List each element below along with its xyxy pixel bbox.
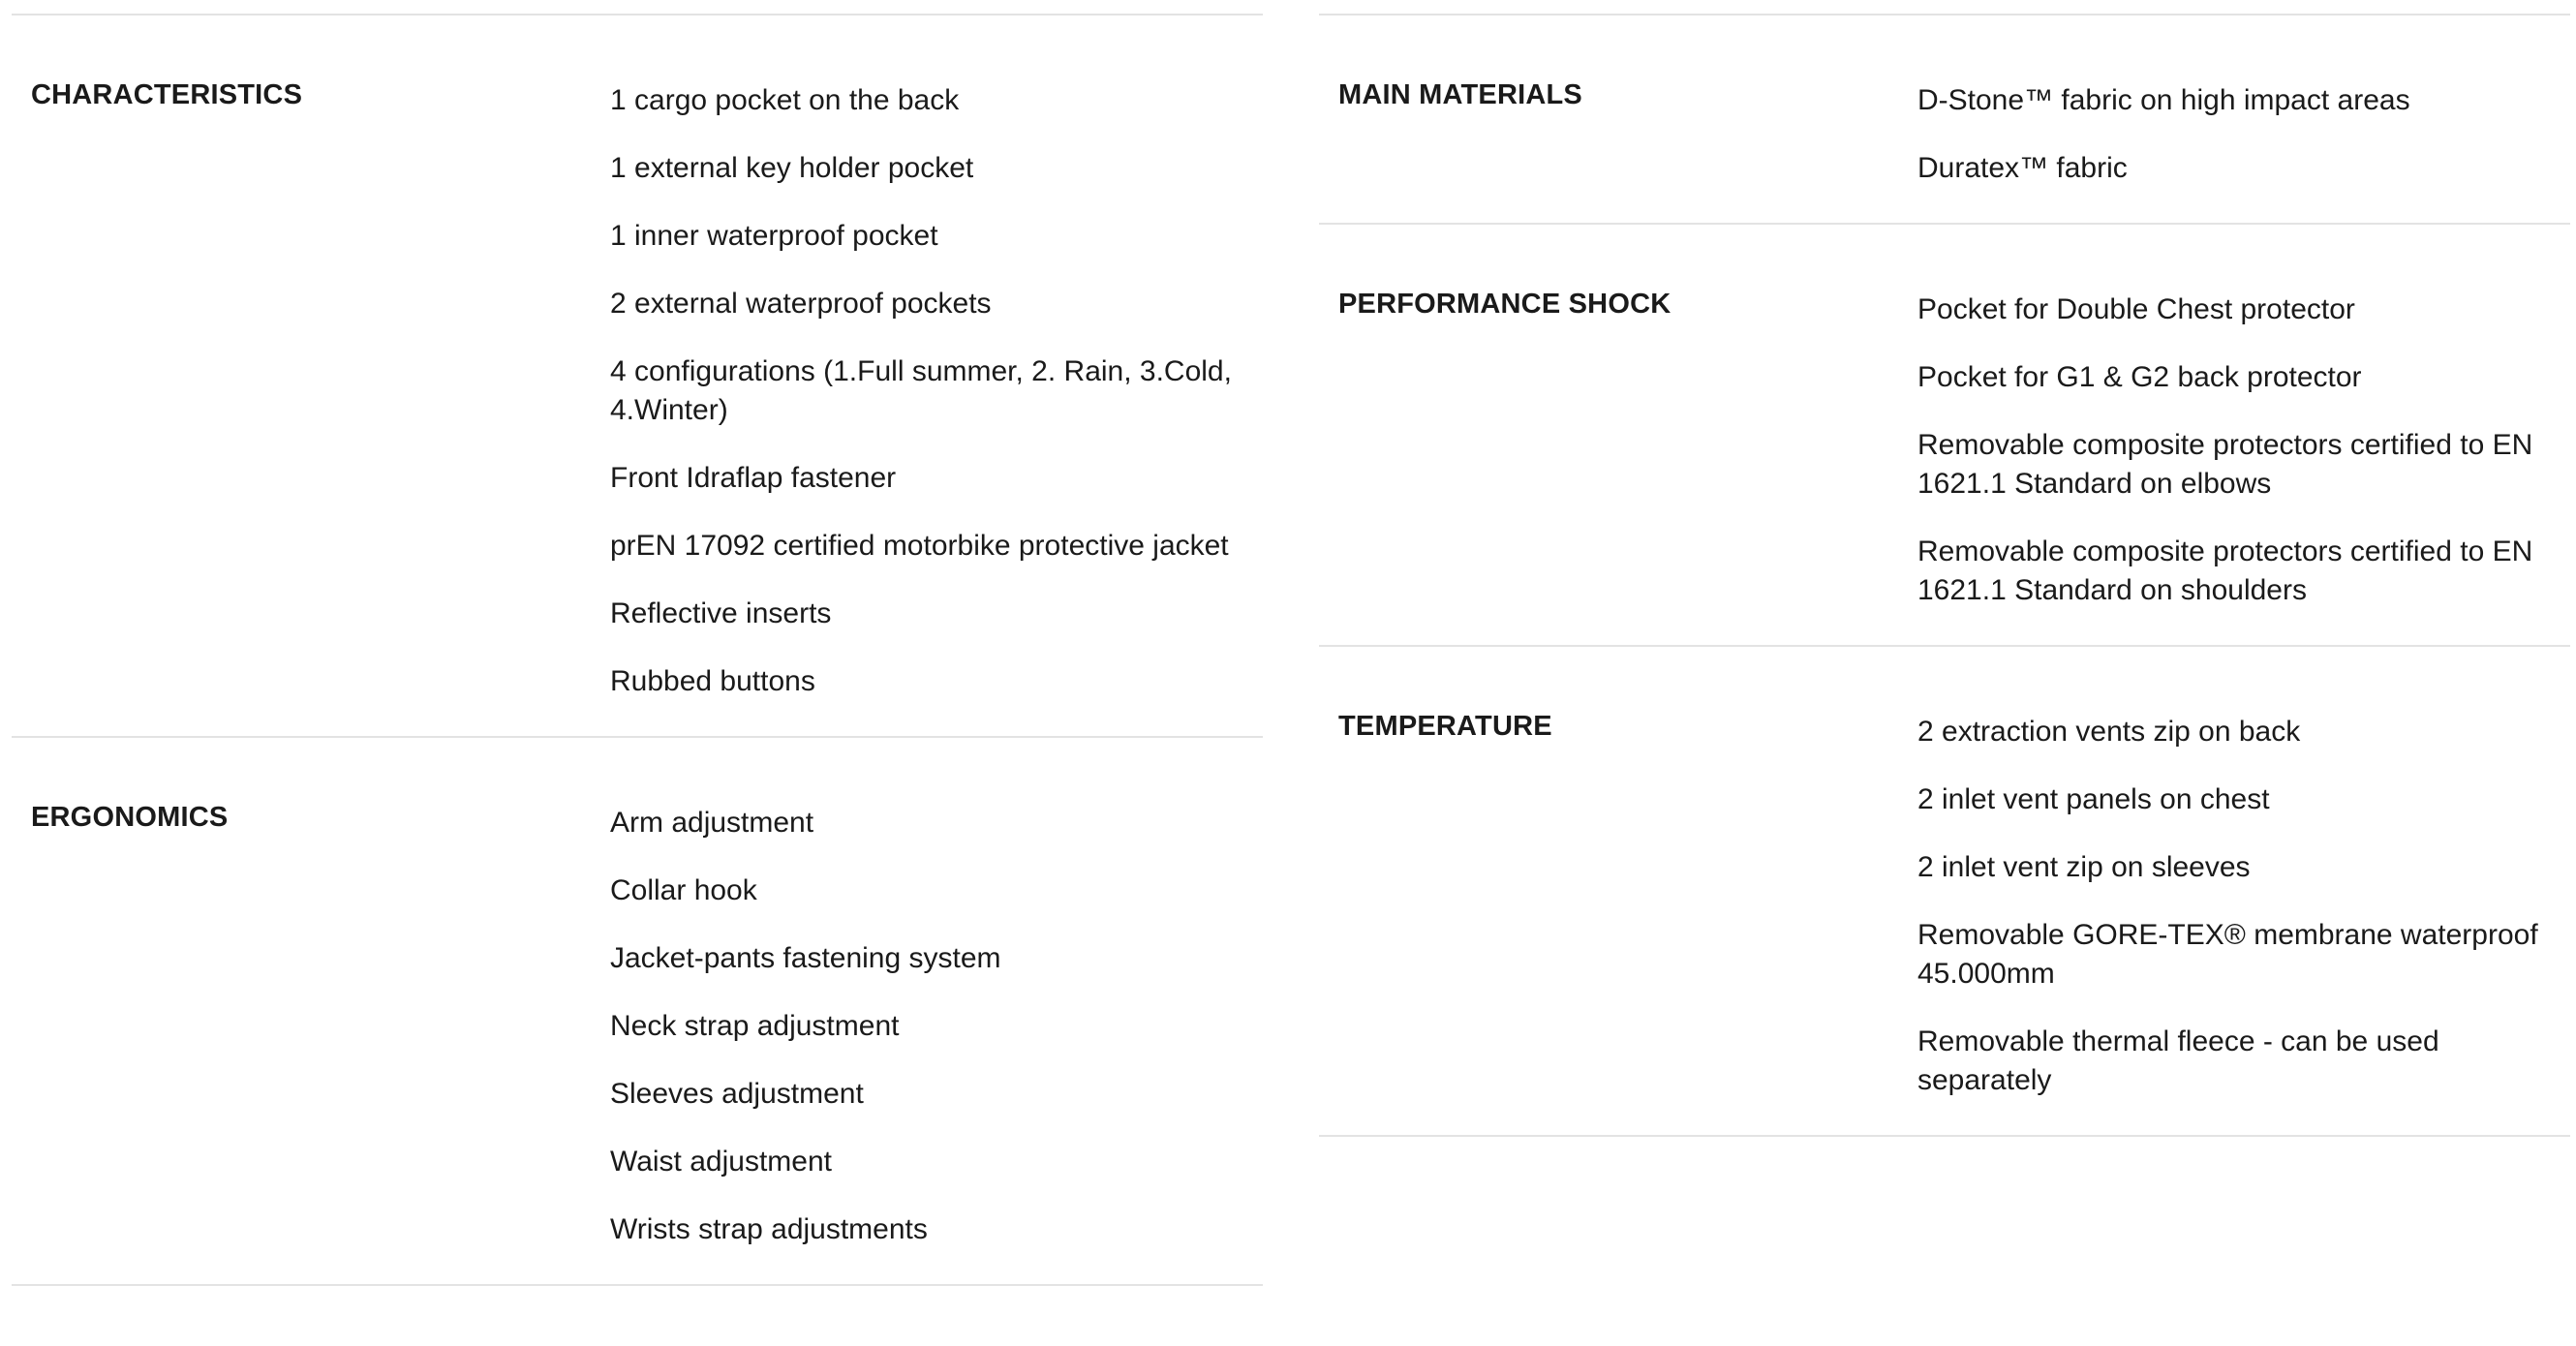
spec-item: Pocket for G1 & G2 back protector xyxy=(1917,361,2362,393)
spec-item: Arm adjustment xyxy=(610,807,814,839)
spec-item: Pocket for Double Chest protector xyxy=(1917,293,2355,325)
spec-section-main-materials xyxy=(1319,15,2570,225)
spec-item: 2 inlet vent panels on chest xyxy=(1917,783,2270,815)
spec-item: 2 inlet vent zip on sleeves xyxy=(1917,851,2251,883)
spec-column-left xyxy=(12,14,1263,1286)
spec-section-performance-shock xyxy=(1319,225,2570,647)
spec-item: Removable composite protectors certified to EN 1621.1 Standard on elbows xyxy=(1917,429,2533,500)
spec-section-ergonomics xyxy=(12,738,1263,1286)
spec-item: 1 inner waterproof pocket xyxy=(610,220,938,252)
spec-list xyxy=(1917,291,2570,610)
spec-item: Sleeves adjustment xyxy=(610,1078,864,1110)
spec-item: Duratex™ fabric xyxy=(1917,152,2128,184)
spec-list xyxy=(610,81,1263,701)
spec-item: Removable GORE-TEX® membrane waterproof 45.000mm xyxy=(1917,919,2538,990)
spec-item: Wrists strap adjustments xyxy=(610,1213,928,1245)
spec-item: Neck strap adjustment xyxy=(610,1010,900,1042)
spec-column-right xyxy=(1319,14,2570,1137)
spec-item: Front Idraflap fastener xyxy=(610,462,897,494)
section-title: TEMPERATURE xyxy=(1338,711,1552,742)
spec-item: Removable thermal fleece - can be used separately xyxy=(1917,1025,2439,1096)
spec-item: D-Stone™ fabric on high impact areas xyxy=(1917,84,2410,116)
spec-item: 1 cargo pocket on the back xyxy=(610,84,960,116)
spec-item: Reflective inserts xyxy=(610,597,832,629)
spec-item: Removable composite protectors certified to EN 1621.1 Standard on shoulders xyxy=(1917,535,2533,606)
spec-list xyxy=(1917,713,2570,1100)
spec-section-temperature xyxy=(1319,647,2570,1137)
section-title: CHARACTERISTICS xyxy=(31,79,303,110)
spec-list xyxy=(610,804,1263,1249)
spec-item: 1 external key holder pocket xyxy=(610,152,974,184)
spec-item: 4 configurations (1.Full summer, 2. Rain, 3.Cold, 4.Winter) xyxy=(610,355,1232,426)
section-title: PERFORMANCE SHOCK xyxy=(1338,289,1671,320)
spec-item: 2 external waterproof pockets xyxy=(610,288,992,320)
spec-item: Waist adjustment xyxy=(610,1146,832,1178)
section-title: ERGONOMICS xyxy=(31,802,229,833)
spec-item: Jacket-pants fastening system xyxy=(610,942,1001,974)
spec-item: Rubbed buttons xyxy=(610,665,815,697)
spec-list xyxy=(1917,81,2570,188)
spec-item: Collar hook xyxy=(610,874,757,906)
spec-item: 2 extraction vents zip on back xyxy=(1917,716,2301,748)
section-title: MAIN MATERIALS xyxy=(1338,79,1582,110)
spec-item: prEN 17092 certified motorbike protective jacket xyxy=(610,530,1229,562)
spec-section-characteristics xyxy=(12,15,1263,738)
